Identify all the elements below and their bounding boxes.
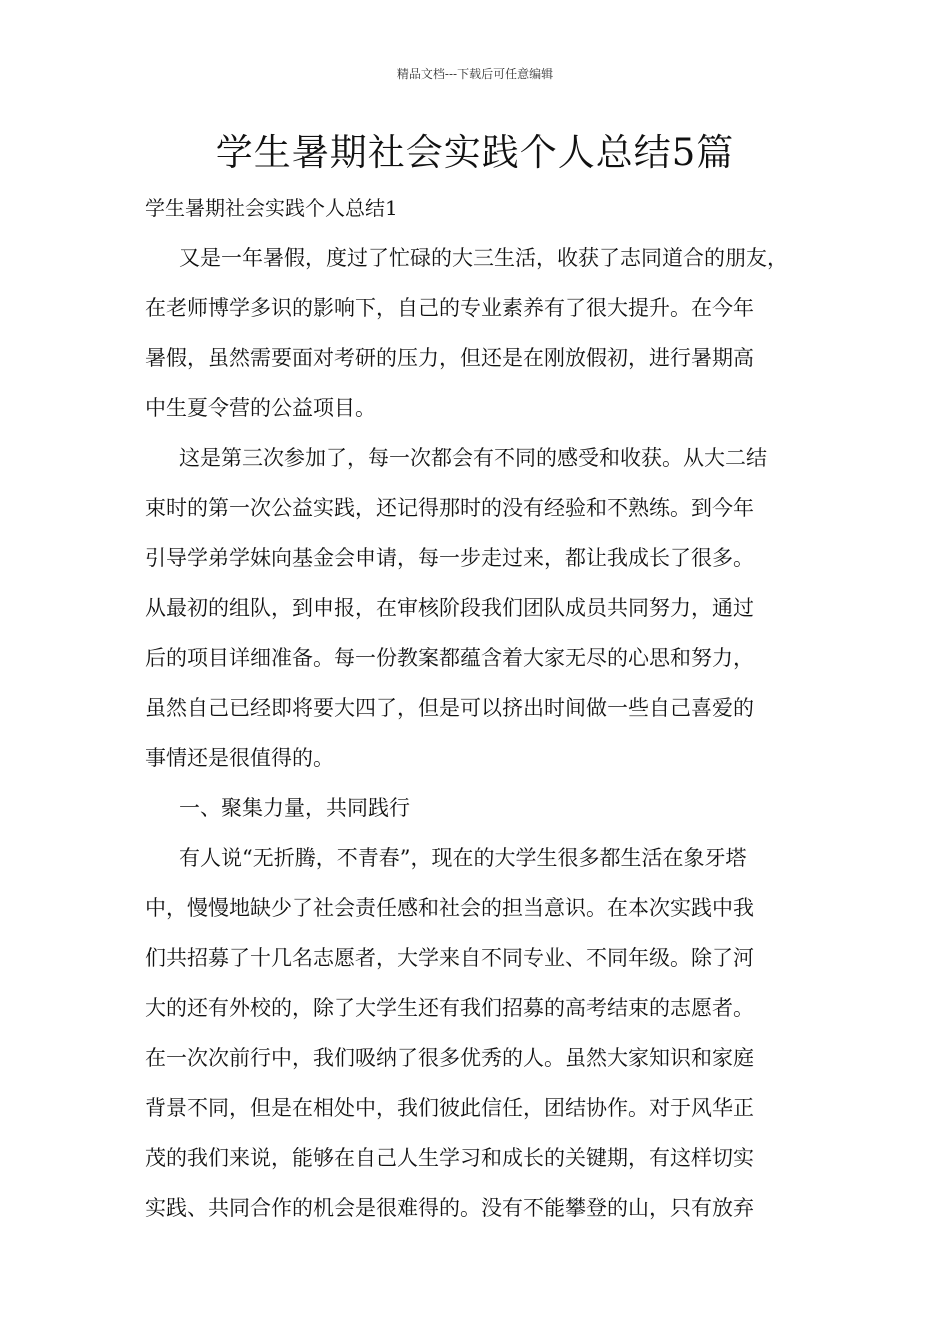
document-body [145,183,807,1233]
paragraph-3: 有人说“无折腾，不青春”，现在的大学生很多都生活在象牙塔 中，慢慢地缺少了社会责任感和社会的担当意识。在本次实践中我 们共招募了十几名志愿者，大学来自不同专业、不同年级。除了河 大的还有外校的，除了大学生还有我们招募的高考结束的志愿者。 在一次次前行中，我们吸纳了很多优秀的人。虽然大家知识和家庭 背景不同，但是在相处中，我们彼此信任，团结协作。对于风华正 茂的我们来说，能够在自己人生学习和成长的关键期，有这样切实 实践、共同合作的机会是很难得的。没有不能攀登的山，只有放弃 [145,846,754,1220]
paragraph-1: 又是一年暑假，度过了忙碌的大三生活，收获了志同道合的朋友， 在老师博学多识的影响下，自己的专业素养有了很大提升。在今年 暑假，虽然需要面对考研的压力，但还是在刚放假初，进行暑期高 中生夏令营的公益项目。 [145,246,788,420]
section-heading: 一、聚集力量，共同践行 [179,796,410,820]
document-title: 学生暑期社会实践个人总结5篇 [215,131,735,174]
header-note: 精品文档---下载后可任意编辑 [396,67,554,81]
section-subtitle: 学生暑期社会实践个人总结1 [145,196,398,220]
paragraph-2: 这是第三次参加了，每一次都会有不同的感受和收获。从大二结 束时的第一次公益实践，还记得那时的没有经验和不熟练。到今年 引导学弟学妹向基金会申请，每一步走过来，都让我成长了很多。 从最初的组队，到申报，在审核阶段我们团队成员共同努力，通过 后的项目详细准备。每一份教案都蕴含着大家无尽的心思和努力， 虽然自己已经即将要大四了，但是可以挤出时间做一些自己喜爱的 事情还是很值得的。 [145,446,767,770]
